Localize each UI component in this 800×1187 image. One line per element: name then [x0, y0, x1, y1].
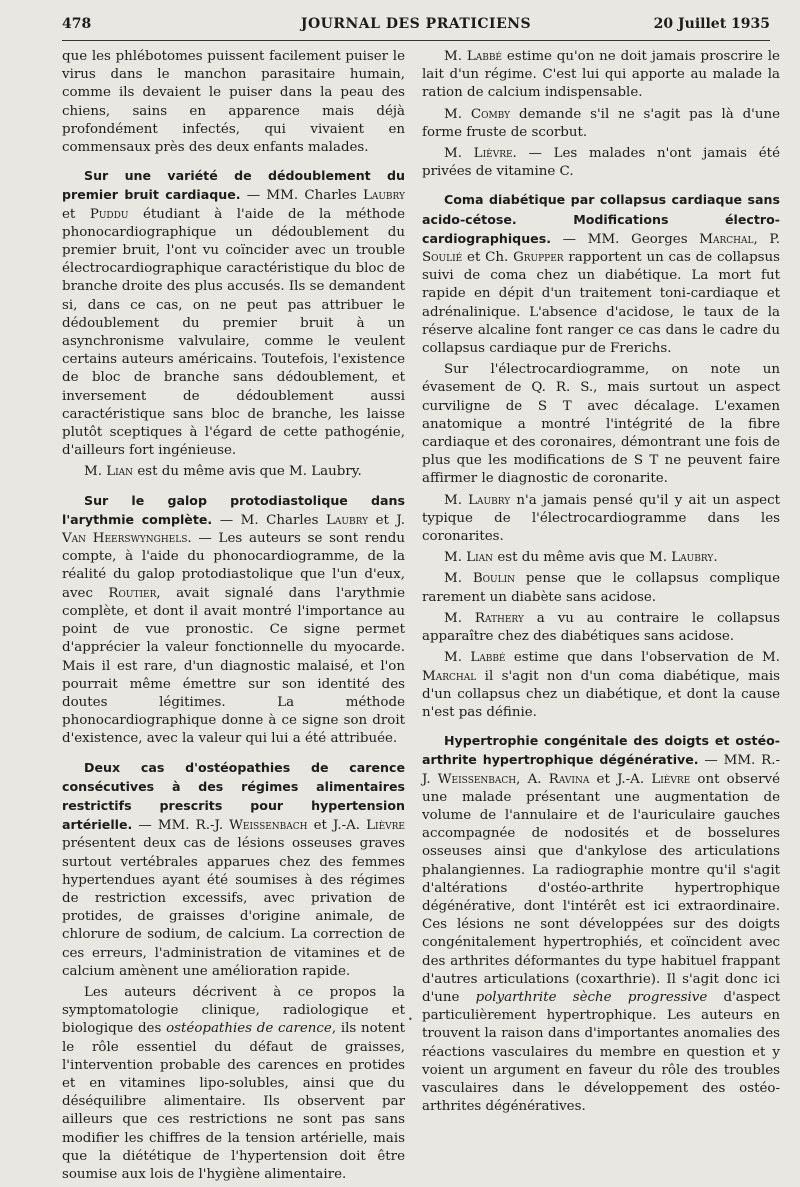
comment-text: estime que dans l'observation de M. — [505, 650, 780, 666]
author-name: Marchal — [699, 231, 754, 247]
author-name: Laubry — [468, 492, 511, 508]
comment-text: n'a jamais pensé qu'il y ait un aspect typique de l'électrocardiogramme dans les coronarites. — [422, 492, 780, 545]
comment-paragraph — [422, 549, 780, 567]
comment-text: il s'agit non d'un coma diabétique, mais d'un collapsus chez un diabétique, et dont la cause n'est pas définie. — [422, 668, 780, 720]
comment-text: a vu au contraire le collapsus apparaître chez des diabétiques sans acidose. — [422, 610, 780, 645]
article-text: . — Les auteurs se sont rendu compte, à l'aide du phonocardiogramme, de la réalité du galop protodiastolique que l'un d'eux, avec — [62, 531, 405, 601]
author-name: Weissenbach — [229, 818, 308, 834]
article-text: — MM. R.-J. — [422, 753, 780, 787]
article-text: et J.-A. — [589, 771, 652, 787]
author-name: Laubry — [362, 188, 405, 204]
author-name: Puddu — [89, 206, 129, 222]
comment-text: est du même avis que M. Laubry. — [133, 464, 362, 480]
article-heading: Deux cas d'ostéopathies de carence consécutives à des régimes alimentaires restrictifs prescrits pour hypertension artérielle. — [62, 759, 405, 833]
italic-term: polyarthrite sèche progressive — [475, 989, 708, 1005]
author-name: Van Heerswynghels — [62, 531, 188, 547]
right-column — [422, 48, 780, 1119]
article-text: et J.-A. — [307, 818, 367, 834]
article-hypertrophie-doigts — [422, 732, 780, 1116]
comment-paragraph — [422, 610, 780, 646]
article-text: et J. — [368, 512, 406, 528]
article-galop-protodiastolique — [62, 492, 405, 749]
paragraph: Sur l'électrocardiogramme, on note un évasement de Q. R. S., mais surtout un aspect curviligne de S T avec décalage. L'examen anatomique a montré l'intégrité de la fibre cardiaque et des coronaires, démontrant une fois de plus que les modifications de S T ne peuvent faire affirmer le diagnostic de coronarite. — [422, 362, 780, 487]
page-header — [62, 14, 770, 41]
comment-paragraph — [422, 492, 780, 547]
comment-text: M. — [444, 492, 469, 508]
paragraph-text: Les auteurs décrivent à ce propos la symptomatologie clinique, radiologique et biologique des — [62, 984, 405, 1037]
article-text: — MM. R.-J. — [132, 818, 230, 834]
comment-text: M. — [444, 550, 467, 566]
paragraph-text: , ils notent le rôle essentiel du défaut de graisses, l'intervention probable des carences en protides et en vitamines lipo-solubles, ainsi que du déséquilibre alimentaire. Ils observent par ailleurs que ces restrictions ne sont pas sans modifier les chiffres de la tension artérielle, mais que la diététique de l'hypertension doit être soumise aux lois de l'hygiène alimentaire. — [62, 1021, 405, 1182]
author-name: Comby — [470, 106, 511, 122]
italic-term: ostéopathies de carence — [166, 1021, 332, 1037]
issue-date: 20 Juillet 1935 — [653, 16, 770, 32]
author-name: Lièvre — [366, 818, 405, 834]
article-text: — MM. Charles — [240, 188, 363, 204]
author-name: Labbé — [470, 650, 506, 666]
author-name: Labbé — [466, 49, 503, 64]
author-name: Weissenbach — [437, 771, 517, 787]
article-text: , avait signalé dans l'arythmie complète, et dont il avait montré l'importance au point de vue pronostic. Ce signe permet d'apprécier la valeur fonctionnelle du myocarde. Mais il est rare, d'un diagnostic malaisé, et l'on pourrait même émettre sur son identité des doutes légitimes. La méthode phonocardiographique donne à ce signe son droit d'existence, avec la valeur qui lui a été attribuée. — [62, 585, 405, 747]
author-name: Lian — [466, 550, 494, 566]
author-name: Rathery — [474, 610, 524, 626]
article-coma-diabetique — [422, 191, 780, 358]
comment-text: est du même avis que M. — [493, 550, 672, 566]
comment-paragraph — [62, 463, 405, 481]
article-text: et — [62, 206, 90, 222]
article-heading: Sur une variété de dédoublement du premier bruit cardiaque. — [62, 168, 405, 203]
comment-text: demande s'il ne s'agit pas là d'une forme fruste de scorbut. — [422, 106, 780, 140]
article-text: étudiant à l'aide de la méthode phonocardiographique un dédoublement du premier bruit, l'ont vu coïncider avec un trouble électrocardiographique caractéristique du bloc de branche droite des plus accusés. Ils se demandent si, dans ce cas, on ne peut pas attribuer le dédoublement du premier bruit à un asynchronisme valvulaire, comme le veulent certains auteurs américains. Toutefois, l'existence de bloc de branche sans dédoublement, et inversement de dédoublement aussi caractéristique sans bloc de branche, les laisse plutôt sceptiques à l'égard de cette pathogénie, d'ailleurs fort ingénieuse. — [62, 206, 405, 459]
article-text: d'aspect particulièrement hypertrophique. Les auteurs en trouvent la raison dans d'importantes anomalies des réactions vasculaires du membre en question et y voient un argument en faveur du rôle des troubles vasculaires dans le développement des ostéo-arthrites dégénératives. — [422, 989, 780, 1115]
article-heading: Sur le galop protodiastolique dans l'arythmie complète. — [62, 492, 405, 527]
author-name: Boulin — [472, 571, 516, 587]
paragraph — [62, 984, 405, 1184]
comment-text: M. — [444, 650, 471, 666]
author-name: Soulié — [422, 250, 463, 266]
comment-text: . — Les malades n'ont jamais été privées de vitamine C. — [422, 146, 780, 180]
comment-text: M. — [444, 49, 467, 64]
author-name: Laubry — [326, 512, 369, 528]
comment-text: M. — [84, 464, 107, 480]
left-column — [62, 48, 405, 1187]
author-name: Marchal — [422, 668, 477, 684]
comment-paragraph — [422, 570, 780, 606]
article-text: rapportent un cas de collapsus suivi de coma chez un diabétique. La mort fut rapide en dépit d'un traitement toni-cardiaque et adrénalinique. L'absence d'acidose, le taux de la réserve alcaline font ranger ce cas dans le cadre du collapsus cardiaque pur de Frerichs. — [422, 250, 781, 357]
article-text: — M. Charles — [212, 512, 327, 528]
article-text: , P. — [753, 231, 780, 247]
comment-text: . — [713, 550, 718, 566]
article-text: et Ch. — [462, 250, 514, 266]
author-name: Grupper — [513, 250, 564, 266]
author-name: Ravina — [548, 771, 590, 787]
printer-mark: • — [408, 1015, 413, 1024]
author-name: Lièvre — [651, 771, 691, 787]
comment-paragraph — [422, 106, 780, 142]
page-number: 478 — [62, 16, 92, 32]
author-name: Lièvre — [473, 146, 513, 162]
author-name: Lian — [106, 464, 134, 480]
journal-title: JOURNAL DES PRATICIENS — [300, 16, 532, 32]
article-osteopathies-carence — [62, 759, 405, 981]
article-text: , A. — [516, 771, 549, 787]
comment-text: M. — [444, 146, 474, 162]
author-name: Routier — [108, 585, 157, 601]
comment-text: M. — [444, 610, 475, 626]
article-text: ont observé une malade présentant une augmentation de volume de l'annulaire et de l'auriculaire gauches accompagnée de nodosités et de bosselures osseuses ainsi que d'ankylose des articulations phalangiennes. La radiographie montre qu'il s'agit d'altérations d'ostéo-arthrite hypertrophique dégénérative, dont l'intérêt est ici extraordinaire. Ces lésions ne sont développées sur des doigts congénitalement hypertrophiés, et coïncident avec des arthrites déformantes du type habituel frappant d'autres articulations (coxarthrie). Il s'agit donc ici d'une — [422, 771, 780, 1005]
article-dedoublement-premier-bruit — [62, 167, 405, 460]
article-heading: Coma diabétique par collapsus cardiaque sans acido-cétose. Modifications électro-cardiographiques. — [422, 192, 780, 246]
comment-paragraph — [422, 48, 780, 103]
comment-text: estime qu'on ne doit jamais proscrire le lait d'un régime. C'est lui qui apporte au malade la ration de calcium indispensable. — [422, 49, 780, 101]
paragraph-continuation: que les phlébotomes puissent facilement puiser le virus dans le manchon parasitaire humain, comme ils devaient le puiser dans la peau des chiens, sains en apparence mais déjà profondément infectés, qui vivaient en commensaux près des deux enfants malades. — [62, 49, 405, 156]
comment-text: pense que le collapsus complique rarement un diabète sans acidose. — [422, 571, 781, 605]
author-name: Laubry — [671, 550, 714, 566]
article-text: — MM. Georges — [550, 231, 700, 247]
comment-paragraph — [422, 649, 780, 722]
comment-text: M. — [444, 106, 471, 122]
comment-paragraph — [422, 145, 780, 181]
article-heading: Hypertrophie congénitale des doigts et ostéo-arthrite hypertrophique dégénérative. — [422, 733, 780, 768]
article-text: présentent deux cas de lésions osseuses graves surtout vertébrales apparues chez des femmes hypertendues ayant été soumises à des régimes de restriction excessifs, avec privation de protides, de graisses d'origine animale, de chlorure de sodium, de calcium. La correction de ces erreurs, l'administration de vitamines et de calcium amènent une amélioration rapide. — [62, 836, 405, 979]
comment-text: M. — [444, 571, 473, 587]
